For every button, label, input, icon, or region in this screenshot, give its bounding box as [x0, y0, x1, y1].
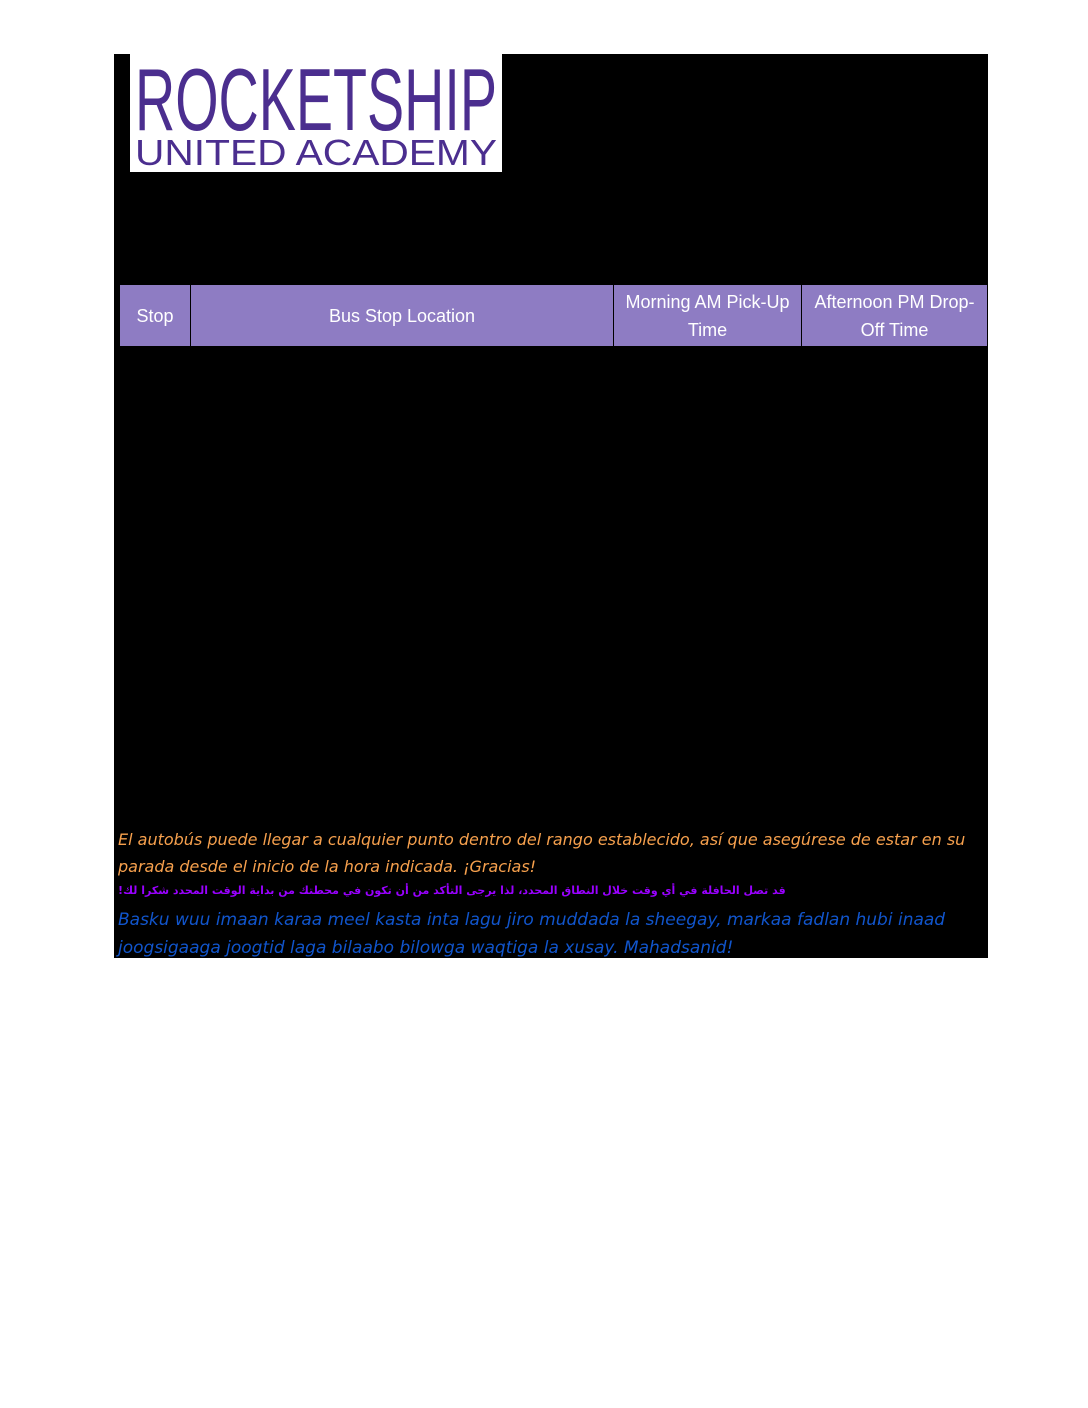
header-morning-pickup: Morning AM Pick-Up Time [614, 285, 802, 347]
schedule-document [114, 54, 988, 958]
header-afternoon-dropoff: Afternoon PM Drop-Off Time [802, 285, 988, 347]
logo-subtitle: UNITED ACADEMY [135, 134, 497, 170]
header-bus-stop-location: Bus Stop Location [191, 285, 614, 347]
rocketship-logo [130, 54, 502, 172]
note-somali: Basku wuu imaan karaa meel kasta inta lagu jiro muddada la sheegay, markaa fadlan hubi inaad joogsigaaga joogtid laga bilaabo bilowga waqtiga la xusay. Mahadsanid! [118, 910, 946, 958]
table-header-row [120, 285, 988, 347]
note-arabic: قد تصل الحافلة في أي وقت خلال النطاق المحدد، لذا يرجى التأكد من أن تكون في محطتك من بداية الوقت المحدد شكرا لك! [118, 884, 786, 897]
bus-schedule-table [119, 284, 988, 347]
note-spanish: El autobús puede llegar a cualquier punto dentro del rango establecido, así que asegúrese de estar en su parada desde el inicio de la hora indicada. ¡Gracias! [118, 830, 966, 876]
logo-subtitle-mark [130, 134, 502, 170]
logo-name: ROCKETSHIP [135, 56, 497, 136]
logo-wordmark [130, 56, 502, 136]
header-stop: Stop [120, 285, 191, 347]
